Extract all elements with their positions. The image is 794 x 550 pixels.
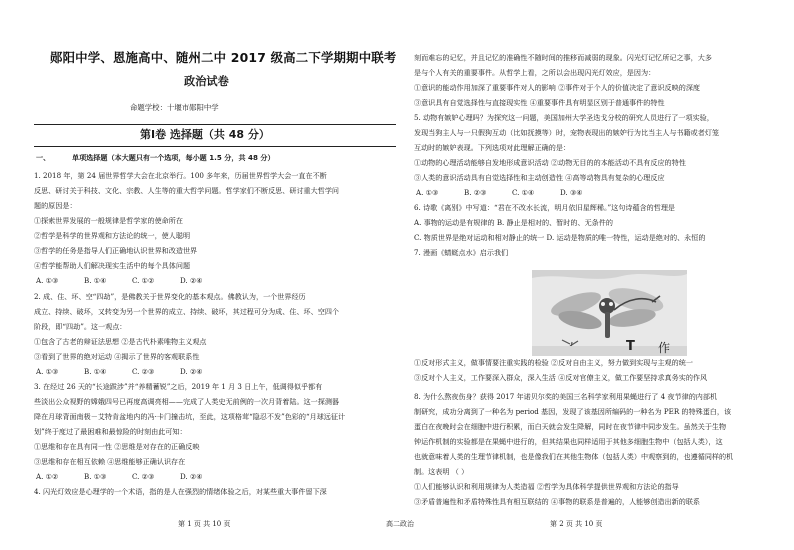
option-b[interactable]: B. ①④ (84, 367, 107, 376)
question-text: 3. 在经过 26 天的“长途跋涉”并“养精蓄锐”之后，2019 年 1 月 3 日上午，低调得似乎都有 (34, 382, 323, 391)
statement-item: ③矛盾普遍性和矛盾特殊性具有相互联结的 ④事物的联系是普遍的，人能够创造出新的联系 (414, 497, 701, 506)
question-text: 降在月球背面南极－艾特肯盆地内的冯·卡门撞击坑，至此，这项格茸“隐忍不发”色彩的“月球远征计 (34, 412, 346, 421)
option-a[interactable]: A. ①③ (36, 276, 59, 285)
question-text: 也就意味着人类的生理节律机制，也是像我们在其他生物体（包括人类）中观察到的，也遵循同样的机 (414, 452, 734, 461)
option-d[interactable]: D. ②④ (180, 276, 203, 285)
statement-item: ②哲学是科学的世界观和方法论的统一，使人聪明 (34, 231, 191, 240)
dragonfly-cartoon-image (532, 270, 687, 356)
page-number-right: 第 2 页 共 10 页 (550, 520, 603, 528)
statement-item: ①包含了古老的辩证法思想 ②是古代朴素唯物主义观点 (34, 337, 207, 346)
q5-options (416, 188, 608, 198)
option-a[interactable]: A. ①③ (36, 367, 59, 376)
question-text: 些淡出公众视野的嫦娥四号已再度高调亮相——完成了人类史无前例的一次月背着陆。这一探测器 (34, 397, 340, 406)
statement-item: ①意识的能动作用加深了重要事件对人的影响 ②事件对于个人的价值决定了意识反映的深度 (414, 83, 701, 92)
option-b[interactable]: B. ①④ (84, 276, 107, 285)
question-text: 8. 为什么熬夜伤身？获得 2017 年诺贝尔奖的美国三名科学家利用果蝇进行了 4 夜节律的内部机 (414, 392, 718, 401)
question-text: 2. 成、住、坏、空“四劫”，是佛教关于世界变化的基本观点。佛教认为，一个世界经历 (34, 292, 306, 301)
option-b[interactable]: B. ②③ (464, 188, 487, 197)
question-text: 互动时的嫉妒表现。下列选项对此理解正确的是： (414, 143, 571, 152)
section-divider-top (34, 124, 396, 125)
option-b[interactable]: B. ①③ (84, 472, 107, 481)
statement-item: ③哲学的任务是指导人们正确地认识世界和改造世界 (34, 246, 198, 255)
question-text: 4. 闪光灯效应是心理学的一个术语，指的是人在强烈的情绪体验之后，对某些重大事件留下深 (34, 487, 327, 496)
statement-item: ③意识具有自觉选择性与直接现实性 ④重要事件具有明显区别于普通事件的特性 (414, 98, 665, 107)
part-number: 一、 (36, 153, 51, 162)
statement-item: ①人们能够认识和利用规律为人类造福 ②哲学为具体科学提供世界观和方法论的指导 (414, 482, 679, 491)
question-text: 成立、持续、破坏，又转变为另一个世界的成立、持续、破坏，其过程可分为成、住、坏、空四个 (34, 307, 340, 316)
option-c[interactable]: C. ②③ (132, 367, 155, 376)
question-text: 刻而难忘的记忆，并且记忆的准确性不随时间的推移而减弱的现象。闪光灯记忆所记之事，大多 (414, 53, 712, 62)
question-text: 反思、研讨关于科技、文化、宗教、人生等的重大哲学问题。哲学家们不断反思、研讨重大哲学问 (34, 186, 340, 195)
option-a[interactable]: A. ①③ (416, 188, 439, 197)
setter-school: 命题学校：十堰市郧阳中学 (130, 103, 219, 112)
question-text: 钟运作机制的实验都是在果蝇中进行的，但其结果也同样适用于其他多细胞生物中（包括人类），这 (414, 437, 723, 446)
q3-options (36, 472, 228, 482)
cartoon-caption: 作 (658, 341, 671, 355)
statement-item: ③看到了世界的绝对运动 ④揭示了世界的客观联系性 (34, 352, 200, 361)
footer-subject: 高二政治 (386, 520, 414, 528)
question-text: 划”终于度过了最困难和最惊险的时刻由此可知： (34, 427, 187, 436)
option-line: C. 物质世界是绝对运动和相对静止的统一 D. 运动是物质的唯一特性，运动是绝对的、永恒的 (414, 233, 706, 242)
option-line: A. 事物的运动是有规律的 B. 静止是相对的、暂时的、无条件的 (414, 218, 613, 227)
question-text: 1. 2018 年，第 24 届世界哲学大会在北京举行。100 多年来，历届世界哲学大会一直在不断 (34, 171, 327, 180)
option-a[interactable]: A. ①② (36, 472, 59, 481)
option-d[interactable]: D. ②④ (180, 472, 203, 481)
question-text: 蛋白在夜晚时会在细胞中进行积累，而白天就会发生降解，同时在夜节律中同步发生。虽然关于生物 (414, 422, 727, 431)
exam-title: 郧阳中学、恩施高中、随州二中 2017 级高二下学期期中联考 (50, 50, 397, 65)
part-instruction: 单项选择题（本大题只有一个选项，每小题 1.5 分，共 48 分） (72, 153, 275, 162)
statement-item: ①动物的心理活动能够自发地形成意识活动 ②动物无目的的本能活动不具有反应的特性 (414, 158, 686, 167)
question-text: 发现当狗主人与一只假狗互动（比如抚摸等）时，宠物表现出的嫉妒行为比当主人与书籍或者灯笼 (414, 128, 720, 137)
statement-item: ④哲学能帮助人们解决现实生活中的每个具体问题 (34, 261, 191, 270)
statement-item: ①探索世界发展的一般规律是哲学家的使命所在 (34, 216, 183, 225)
option-c[interactable]: C. ①④ (512, 188, 535, 197)
question-text: 阶段，即“四劫”。这一观点： (34, 322, 127, 331)
option-d[interactable]: D. ③④ (560, 188, 583, 197)
q2-options (36, 367, 228, 377)
question-text: 5. 动物有嫉妒心理吗？为探究这一问题，美国加州大学圣迭戈分校的研究人员进行了一项实验， (414, 113, 714, 122)
question-text: 题的原因是： (34, 201, 77, 210)
option-c[interactable]: C. ①② (132, 276, 155, 285)
question-text: 制研究，成功分离到了一种名为 period 基因，发现了该基因所编码的一种名为 PER 的特殊蛋白，该 (414, 407, 732, 416)
statement-item: ③人类的意识活动具有自觉选择性和主动创造性 ④高等动物具有复杂的心理反应 (414, 173, 665, 182)
statement-item: ③思维和存在相互依赖 ④思维能够正确认识存在 (34, 457, 186, 466)
statement-item: ①思维和存在具有同一性 ②思维是对存在的正确反映 (34, 442, 200, 451)
question-text: 6. 诗歌《离别》中写道：“君在不改水长流，明月依旧星辉稀。”这句诗蕴含的哲理是 (414, 203, 676, 212)
section-title: 第Ⅰ卷 选择题（共 48 分） (140, 128, 270, 141)
page-number-left: 第 1 页 共 10 页 (178, 520, 231, 528)
question-text: 制。这表明 （ ） (414, 467, 469, 476)
right-page (414, 0, 776, 550)
subject-title: 政治试卷 (184, 75, 229, 88)
question-text: 7. 漫画《蜻蜓点水》启示我们 (414, 248, 509, 257)
option-d[interactable]: D. ②④ (180, 367, 203, 376)
left-page (34, 0, 396, 550)
section-divider-bottom (34, 146, 396, 147)
statement-item: ③反对个人主义，工作要深入群众，深入生活 ④反对官僚主义，做工作要坚持求真务实的作风 (414, 373, 708, 382)
question-text: 是与个人有关的重要事件。从哲学上看，之所以会出现闪光灯效应，是因为： (414, 68, 656, 77)
cartoon-caption: T (626, 339, 635, 354)
q1-options (36, 276, 228, 286)
option-c[interactable]: C. ②③ (132, 472, 155, 481)
statement-item: ①反对形式主义，做事情要注重实践的检验 ②反对自由主义，努力做到实现与主观的统一 (414, 358, 693, 367)
